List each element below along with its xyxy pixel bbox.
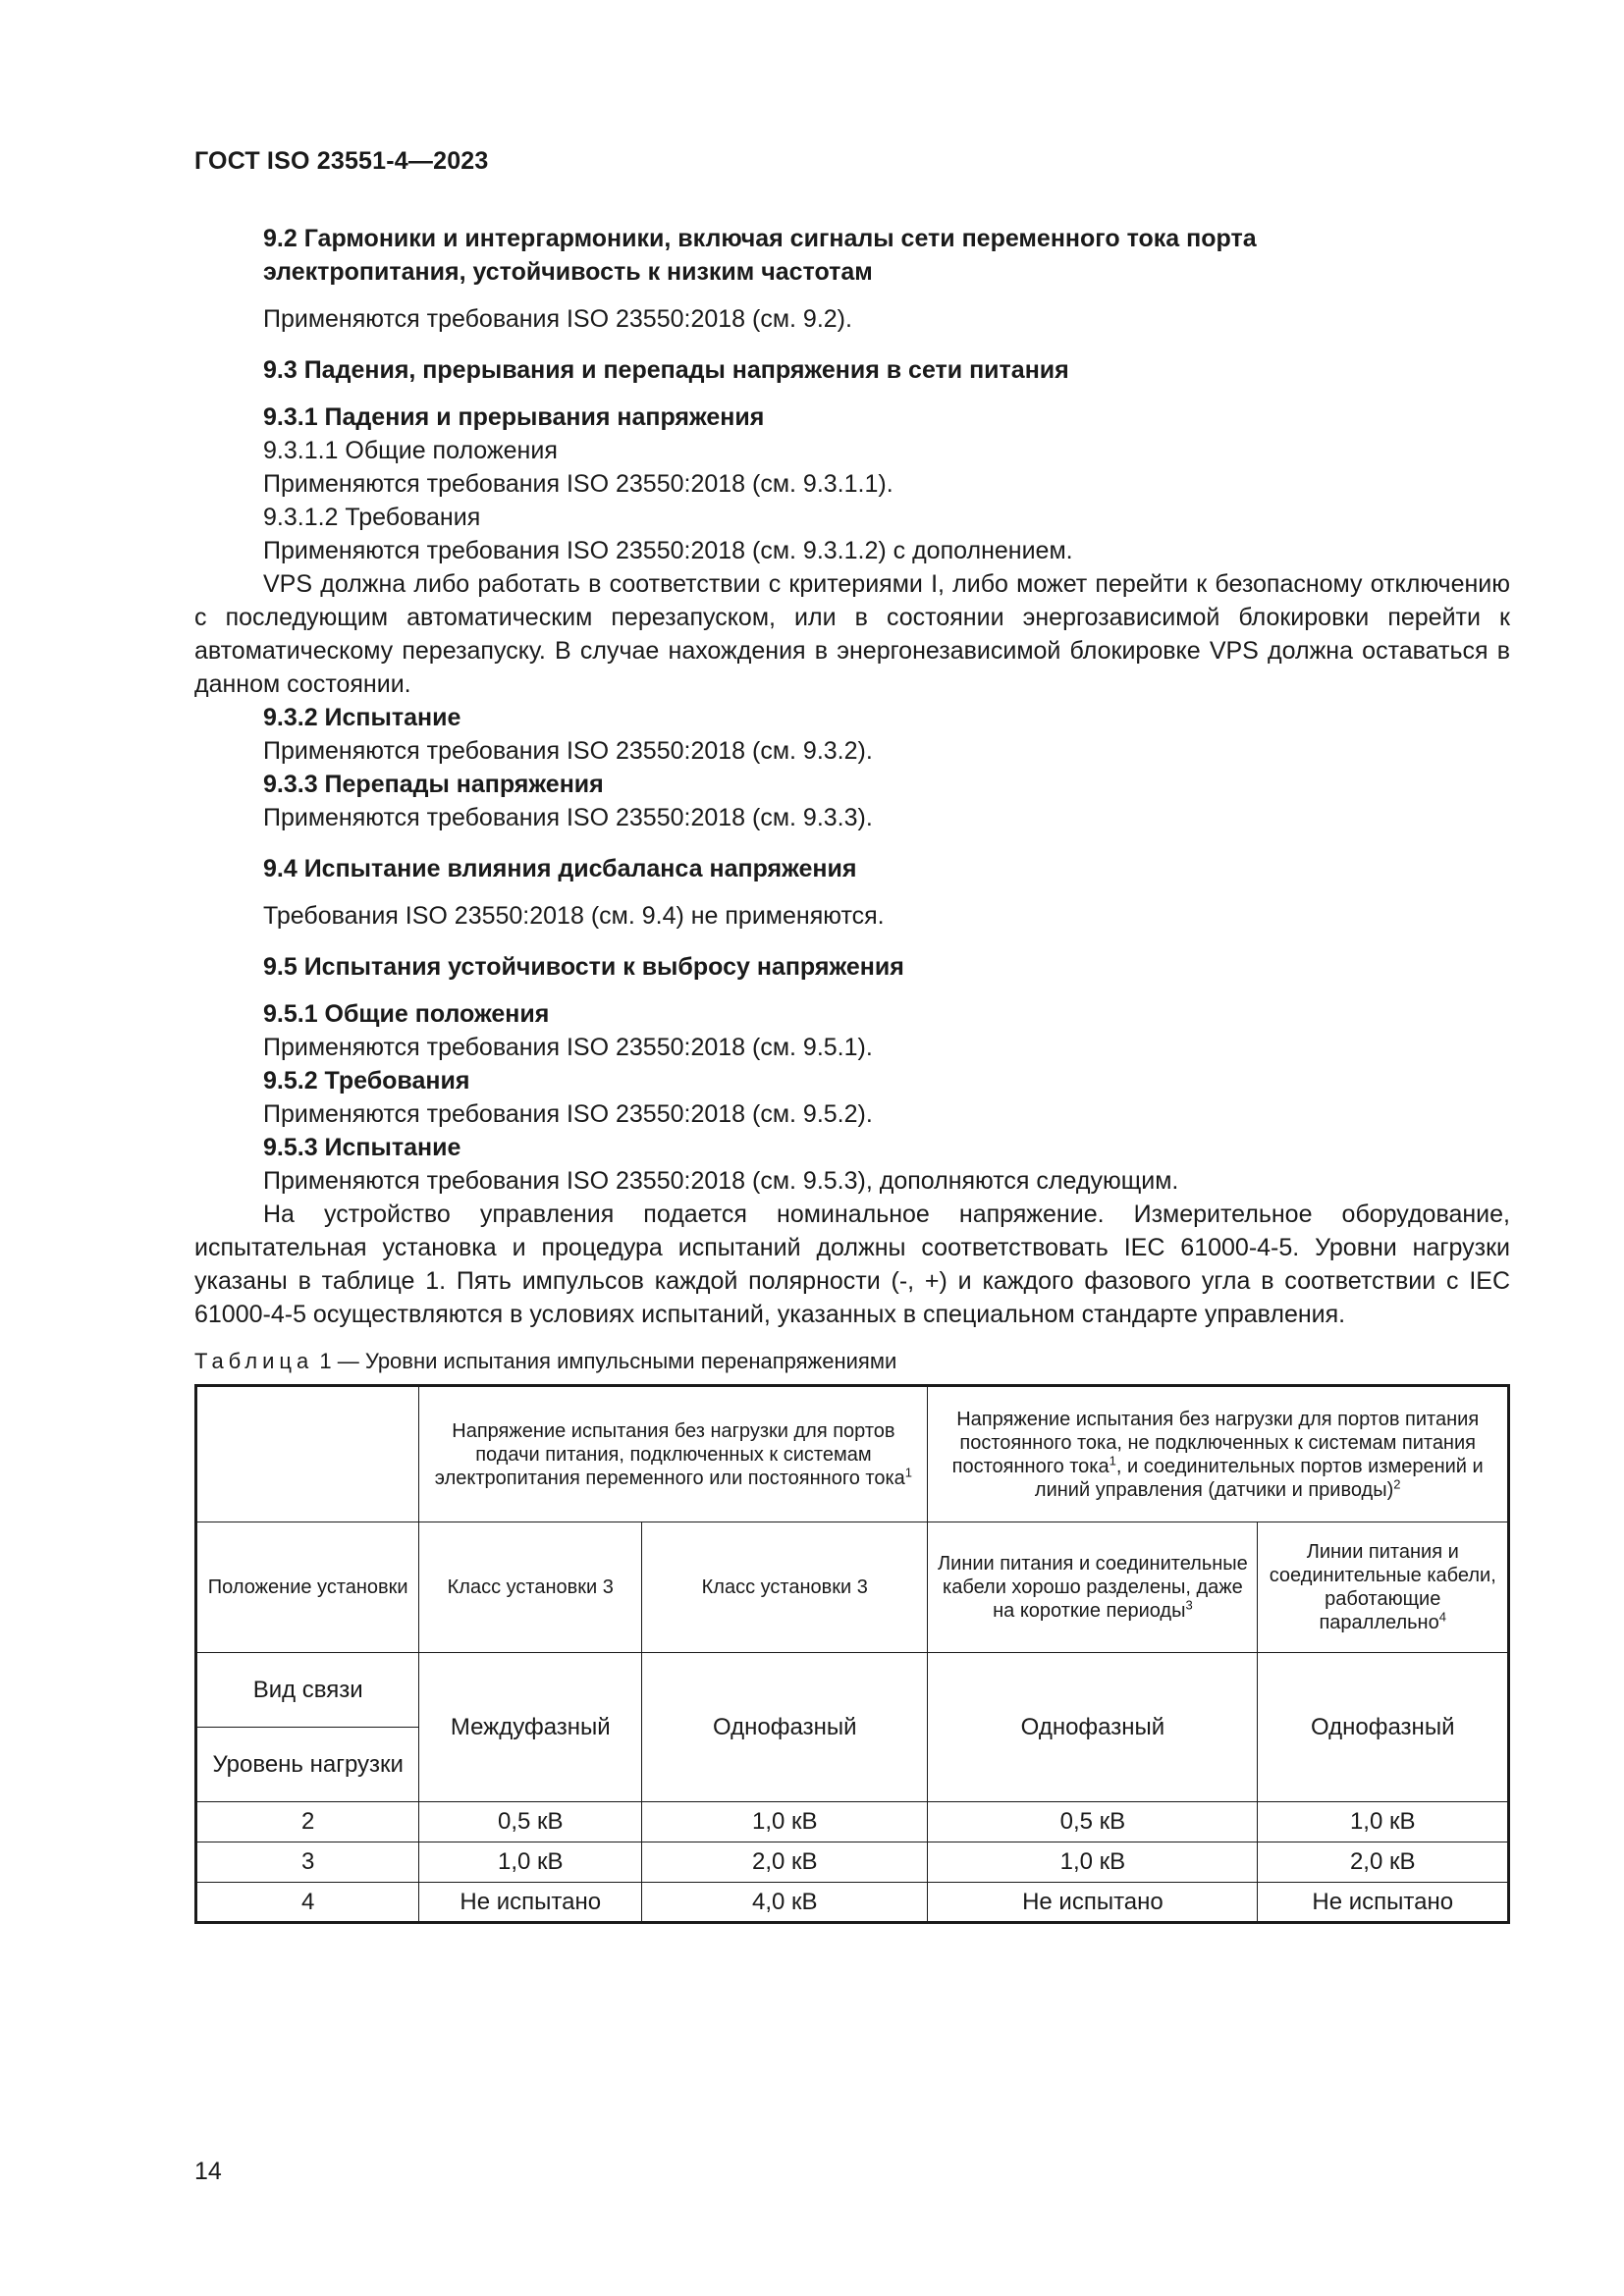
table-col-header-2: Класс установки 3 <box>642 1522 928 1653</box>
table-row <box>196 1842 1509 1883</box>
table-cell: 1,0 кВ <box>1258 1802 1509 1842</box>
section-9-3-title: 9.3 Падения, прерывания и перепады напряжения в сети питания <box>263 356 1069 384</box>
section-9-3-1-1-title: 9.3.1.1 Общие положения <box>263 437 558 464</box>
section-9-3-1-title: 9.3.1 Падения и прерывания напряжения <box>263 403 765 431</box>
section-9-3-1-2-text: Применяются требования ISO 23550:2018 (см. 9.3.1.2) с дополнением. <box>263 537 1073 564</box>
table-header-row-2 <box>196 1522 1509 1653</box>
table-load-level-label: Уровень нагрузки <box>196 1728 419 1802</box>
section-9-3-2-title: 9.3.2 Испытание <box>263 704 461 731</box>
section-9-3-1-1-text: Применяются требования ISO 23550:2018 (см. 9.3.1.1). <box>263 470 893 498</box>
section-9-5-3-title: 9.5.3 Испытание <box>263 1134 461 1161</box>
table-row-header-installation: Положение установки <box>196 1522 419 1653</box>
section-9-3-3-text: Применяются требования ISO 23550:2018 (см. 9.3.3). <box>263 804 873 831</box>
table-cell: 4 <box>196 1883 419 1923</box>
table-cell: 2,0 кВ <box>1258 1842 1509 1883</box>
section-9-5-2-title: 9.5.2 Требования <box>263 1067 470 1095</box>
table-cell: Не испытано <box>928 1883 1258 1923</box>
table-row <box>196 1883 1509 1923</box>
section-9-2-title-line1: 9.2 Гармоники и интергармоники, включая сигналы сети переменного тока порта <box>263 225 1257 252</box>
table-cell: Не испытано <box>1258 1883 1509 1923</box>
section-9-2-title-line2: электропитания, устойчивость к низким частотам <box>263 258 873 286</box>
section-9-5-3-text: Применяются требования ISO 23550:2018 (см. 9.5.3), дополняются следующим. <box>263 1167 1179 1195</box>
page-number: 14 <box>194 2158 222 2185</box>
document-body <box>194 222 1510 1924</box>
section-9-3-2-text: Применяются требования ISO 23550:2018 (см. 9.3.2). <box>263 737 873 765</box>
table-coupling-value: Однофазный <box>642 1653 928 1802</box>
table-cell: Не испытано <box>419 1883 642 1923</box>
section-9-5-title: 9.5 Испытания устойчивости к выбросу напряжения <box>263 953 904 981</box>
table-col-header-1: Класс установки 3 <box>419 1522 642 1653</box>
table-row <box>196 1802 1509 1842</box>
table-cell: 1,0 кВ <box>928 1842 1258 1883</box>
table-caption-text: 1 — Уровни испытания импульсными перенапряжениями <box>313 1349 897 1373</box>
section-9-3-1-2-paragraph: VPS должна либо работать в соответствии с критериями I, либо может перейти к безопасному отключению с последующим автоматическим перезапуском, или в состоянии энергозависимой блокировки перейти к автоматическому перезапуску. В случае нахождения в энергонезависимой блокировке VPS должна оставаться в данном состоянии. <box>194 570 1510 698</box>
table-col-header-3: Линии питания и соединительные кабели хорошо разделены, даже на короткие периоды$^3$ <box>928 1522 1258 1653</box>
table-cell: 2,0 кВ <box>642 1842 928 1883</box>
section-9-3-1-2-title: 9.3.1.2 Требования <box>263 504 481 531</box>
table-cell: 4,0 кВ <box>642 1883 928 1923</box>
section-9-3-3-title: 9.3.3 Перепады напряжения <box>263 771 604 798</box>
section-9-4-title: 9.4 Испытание влияния дисбаланса напряжения <box>263 855 857 882</box>
table-group-header-dc: Напряжение испытания без нагрузки для портов питания постоянного тока, не подключенных к системам питания постоянного тока$^1$, и соединительных портов измерений и линий управления (датчики и приводы)$^2$ <box>928 1386 1509 1522</box>
document-code: ГОСТ ISO 23551-4—2023 <box>194 147 489 175</box>
section-9-5-1-text: Применяются требования ISO 23550:2018 (см. 9.5.1). <box>263 1034 873 1061</box>
table-cell: 0,5 кВ <box>928 1802 1258 1842</box>
table-coupling-value: Междуфазный <box>419 1653 642 1802</box>
table-cell: 2 <box>196 1802 419 1842</box>
section-9-4-text: Требования ISO 23550:2018 (см. 9.4) не применяются. <box>263 902 885 930</box>
table-cell: 3 <box>196 1842 419 1883</box>
table-col-header-4: Линии питания и соединительные кабели, работающие параллельно$^4$ <box>1258 1522 1509 1653</box>
table-coupling-row <box>196 1653 1509 1728</box>
section-9-5-1-title: 9.5.1 Общие положения <box>263 1000 550 1028</box>
table-coupling-value: Однофазный <box>1258 1653 1509 1802</box>
table-cell: 1,0 кВ <box>642 1802 928 1842</box>
table-cell: 1,0 кВ <box>419 1842 642 1883</box>
table-group-header-ac: Напряжение испытания без нагрузки для портов подачи питания, подключенных к системам электропитания переменного или постоянного тока$^1$ <box>419 1386 928 1522</box>
table-caption-label: Таблица <box>194 1349 314 1373</box>
table-header-row-1 <box>196 1386 1509 1522</box>
section-9-5-2-text: Применяются требования ISO 23550:2018 (см. 9.5.2). <box>263 1100 873 1128</box>
table-corner-cell <box>196 1386 419 1522</box>
section-9-5-3-paragraph: На устройство управления подается номинальное напряжение. Измерительное оборудование, испытательная установка и процедура испытаний должны соответствовать IEC 61000-4-5. Уровни нагрузки указаны в таблице 1. Пять импульсов каждой полярности (-, +) и каждого фазового угла в соответствии с IEC 61000-4-5 осуществляются в условиях испытаний, указанных в специальном стандарте управления. <box>194 1201 1510 1328</box>
table-coupling-label: Вид связи <box>196 1653 419 1728</box>
table-coupling-value: Однофазный <box>928 1653 1258 1802</box>
table-caption <box>194 1345 1510 1378</box>
surge-test-levels-table <box>194 1384 1510 1924</box>
table-cell: 0,5 кВ <box>419 1802 642 1842</box>
section-9-2-text: Применяются требования ISO 23550:2018 (см. 9.2). <box>263 305 852 333</box>
